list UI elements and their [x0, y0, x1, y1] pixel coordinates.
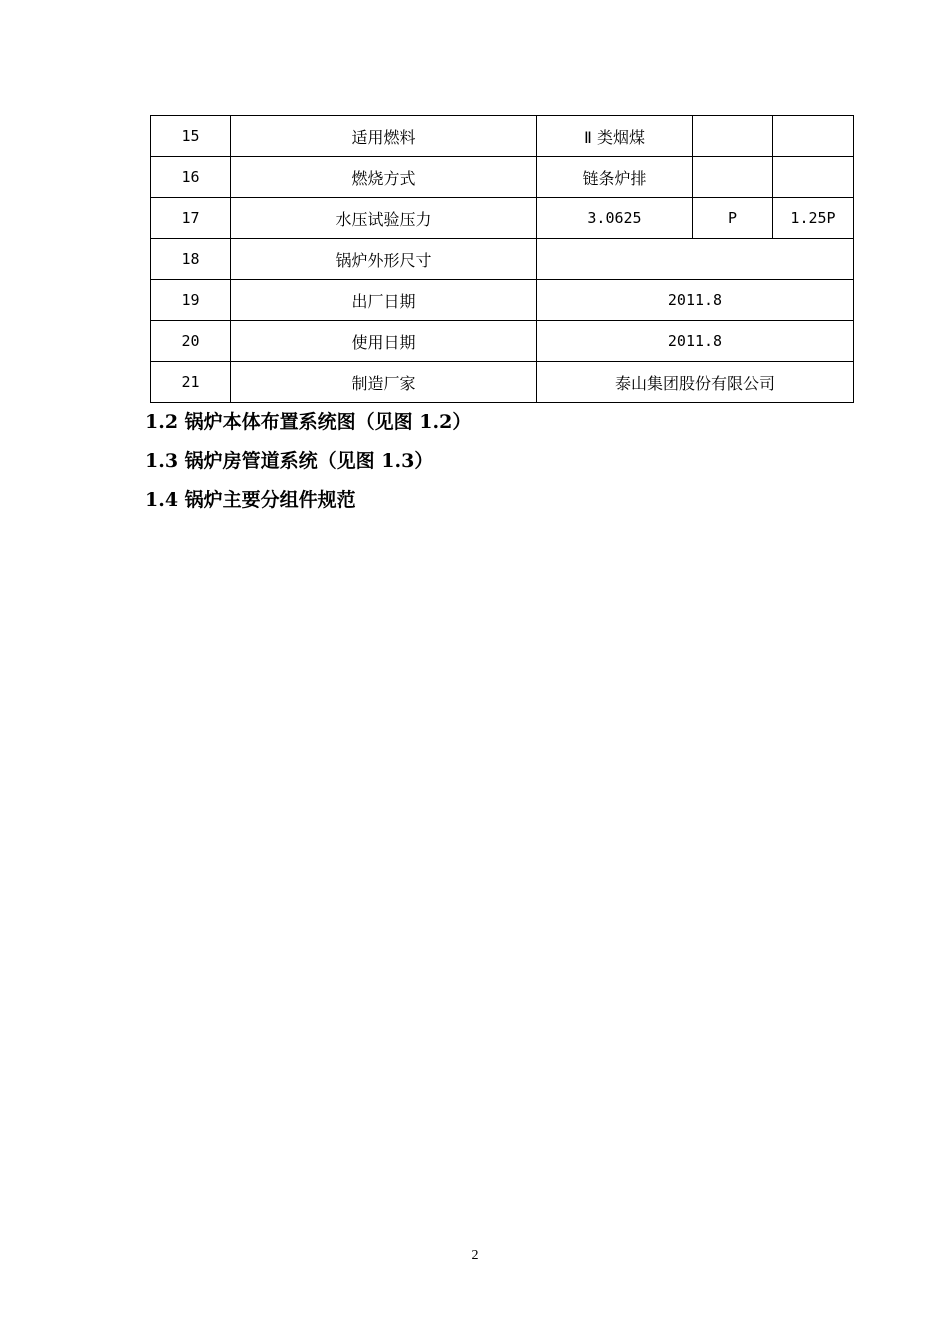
row-number: 17	[151, 198, 231, 239]
table-row	[151, 157, 854, 198]
item-unit: P	[693, 198, 773, 239]
item-name: 燃烧方式	[231, 157, 537, 198]
page-number: 2	[471, 1248, 479, 1263]
item-name: 锅炉外形尺寸	[231, 239, 537, 280]
table-row	[151, 116, 854, 157]
item-unit	[693, 157, 773, 198]
table-row	[151, 362, 854, 403]
item-name: 适用燃料	[231, 116, 537, 157]
item-name: 使用日期	[231, 321, 537, 362]
row-number: 15	[151, 116, 231, 157]
item-note	[773, 116, 854, 157]
section-heading-1-4: 1.4 锅炉主要分组件规范	[145, 489, 356, 511]
item-name: 水压试验压力	[231, 198, 537, 239]
table-row	[151, 321, 854, 362]
item-name: 出厂日期	[231, 280, 537, 321]
table-row	[151, 239, 854, 280]
item-value: Ⅱ 类烟煤	[537, 116, 693, 157]
section-heading-1-3: 1.3 锅炉房管道系统（见图 1.3）	[145, 450, 434, 472]
row-number: 19	[151, 280, 231, 321]
item-unit	[693, 116, 773, 157]
item-value: 3.0625	[537, 198, 693, 239]
item-value: 泰山集团股份有限公司	[537, 362, 854, 403]
row-number: 21	[151, 362, 231, 403]
section-heading-1-2: 1.2 锅炉本体布置系统图（见图 1.2）	[145, 411, 472, 433]
spec-table	[150, 115, 854, 403]
table-row	[151, 280, 854, 321]
item-note	[773, 157, 854, 198]
item-note: 1.25P	[773, 198, 854, 239]
item-value: 2011.8	[537, 321, 854, 362]
table-row	[151, 198, 854, 239]
item-value: 2011.8	[537, 280, 854, 321]
item-value: 链条炉排	[537, 157, 693, 198]
item-value	[537, 239, 854, 280]
item-name: 制造厂家	[231, 362, 537, 403]
row-number: 18	[151, 239, 231, 280]
row-number: 20	[151, 321, 231, 362]
row-number: 16	[151, 157, 231, 198]
